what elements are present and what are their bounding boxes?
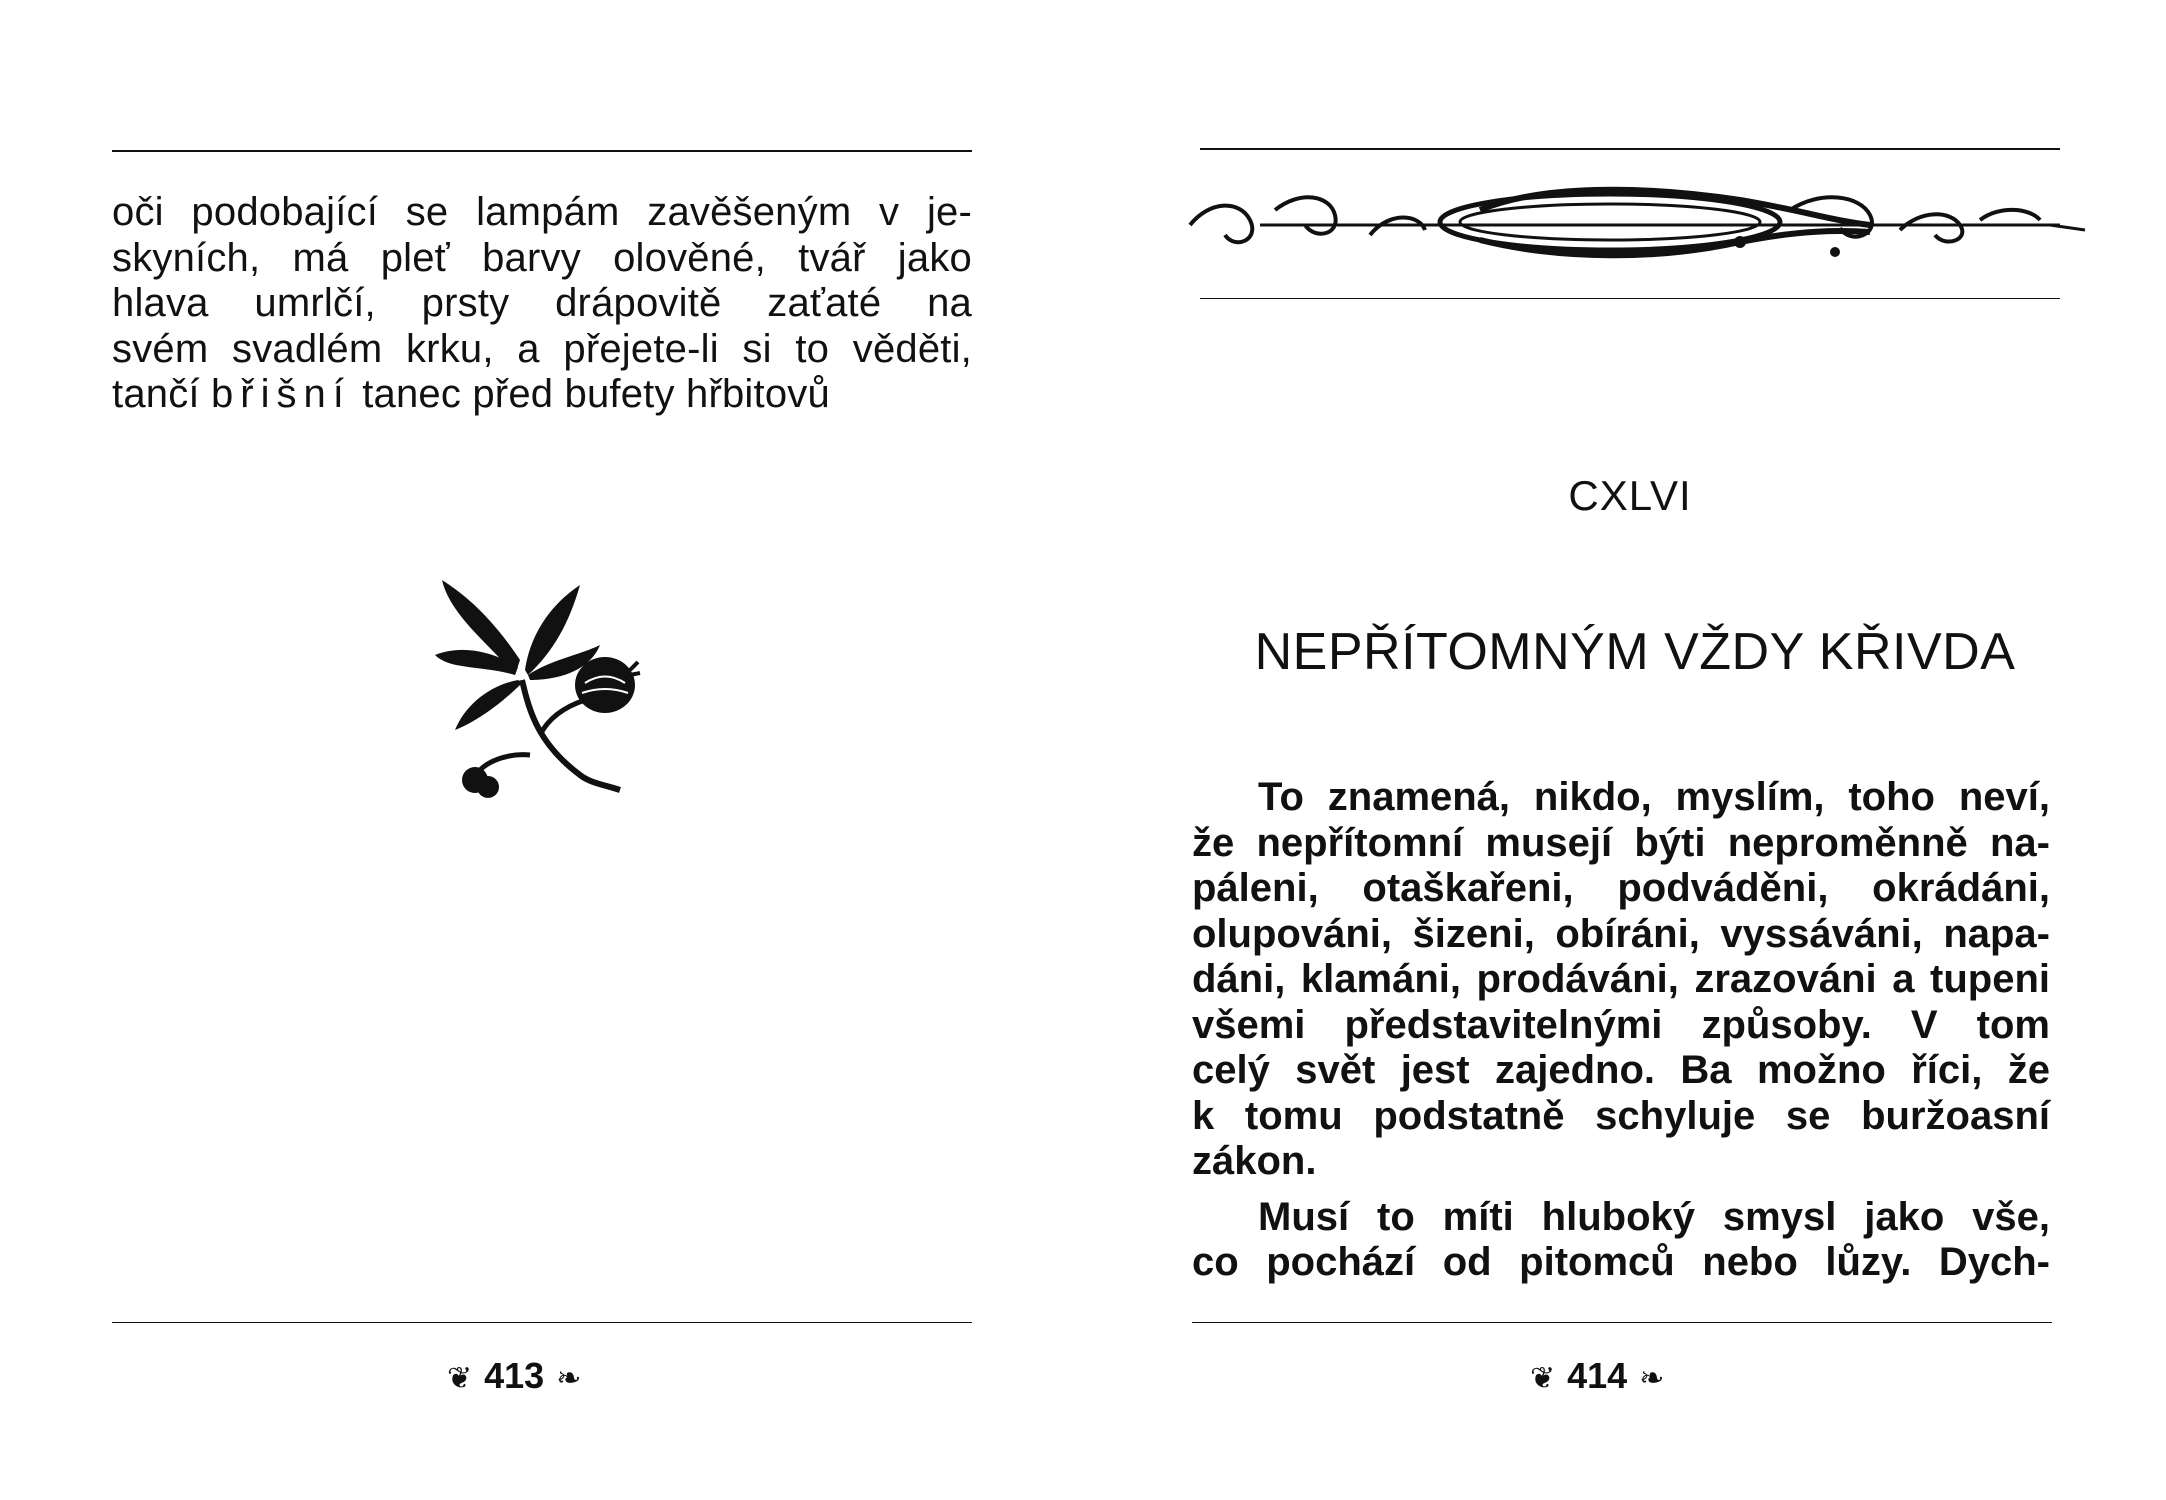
chapter-number: CXLVI [1568, 472, 1692, 519]
text-line: že nepřítomní musejí býti neproměnně na- [1192, 820, 2050, 865]
left-top-rule [112, 150, 972, 152]
text-line: zákon. [1192, 1139, 1317, 1183]
text-line: k tomu podstatně schyluje se buržoasní [1192, 1093, 2050, 1138]
right-page-text [1192, 775, 2050, 1286]
spaced-word: břišní [211, 372, 351, 416]
page-number: 413 [484, 1355, 545, 1396]
text-line: co pochází od pitomců nebo lůzy. Dych- [1192, 1240, 2050, 1284]
flourish-right-icon: ❧ [1639, 1361, 1665, 1395]
text-fragment: tanec před bufety hřbitovů [362, 372, 830, 416]
text-line-last [112, 372, 972, 418]
text-line: Musí to míti hluboký smysl jako vše, [1258, 1194, 2050, 1239]
page-number: 414 [1567, 1355, 1628, 1396]
flourish-right-icon: ❧ [556, 1361, 582, 1395]
flower-vignette-icon [430, 575, 660, 805]
flourish-left-icon: ❦ [1530, 1361, 1556, 1395]
right-top-rule [1200, 148, 2060, 150]
page-number-414 [1518, 1355, 1676, 1397]
left-page-text [112, 190, 972, 418]
text-line: olupováni, šizeni, obíráni, vyssáváni, napa- [1192, 911, 2050, 956]
left-bottom-rule [112, 1322, 972, 1323]
text-line: hlava umrlčí, prsty drápovitě zaťaté na [112, 281, 972, 325]
flourish-left-icon: ❦ [447, 1361, 473, 1395]
text-line: dáni, klamáni, prodáváni, zrazováni a tupeni [1192, 957, 2050, 1001]
text-line: celý svět jest zajedno. Ba možno říci, že [1192, 1048, 2050, 1092]
text-line: oči podobající se lampám zavěšeným v je- [112, 190, 972, 234]
text-line: To znamená, nikdo, myslím, toho neví, [1258, 775, 2050, 819]
text-line: skyních, má pleť barvy olověné, tvář jako [112, 235, 972, 280]
page-number-413 [435, 1355, 593, 1397]
text-line: všemi představitelnými způsoby. V tom [1192, 1002, 2050, 1047]
right-bottom-rule [1192, 1322, 2052, 1323]
banner-bottom-rule [1200, 298, 2060, 299]
chapter-title: NEPŘÍTOMNÝM VŽDY KŘIVDA [1254, 623, 2016, 681]
text-line: svém svadlém krku, a přejete-li si to věděti, [112, 326, 972, 371]
text-line: páleni, otaškařeni, podváděni, okrádáni, [1192, 866, 2050, 910]
scroll-ornament-banner-icon [1180, 180, 2090, 270]
text-fragment: tančí [112, 372, 200, 416]
